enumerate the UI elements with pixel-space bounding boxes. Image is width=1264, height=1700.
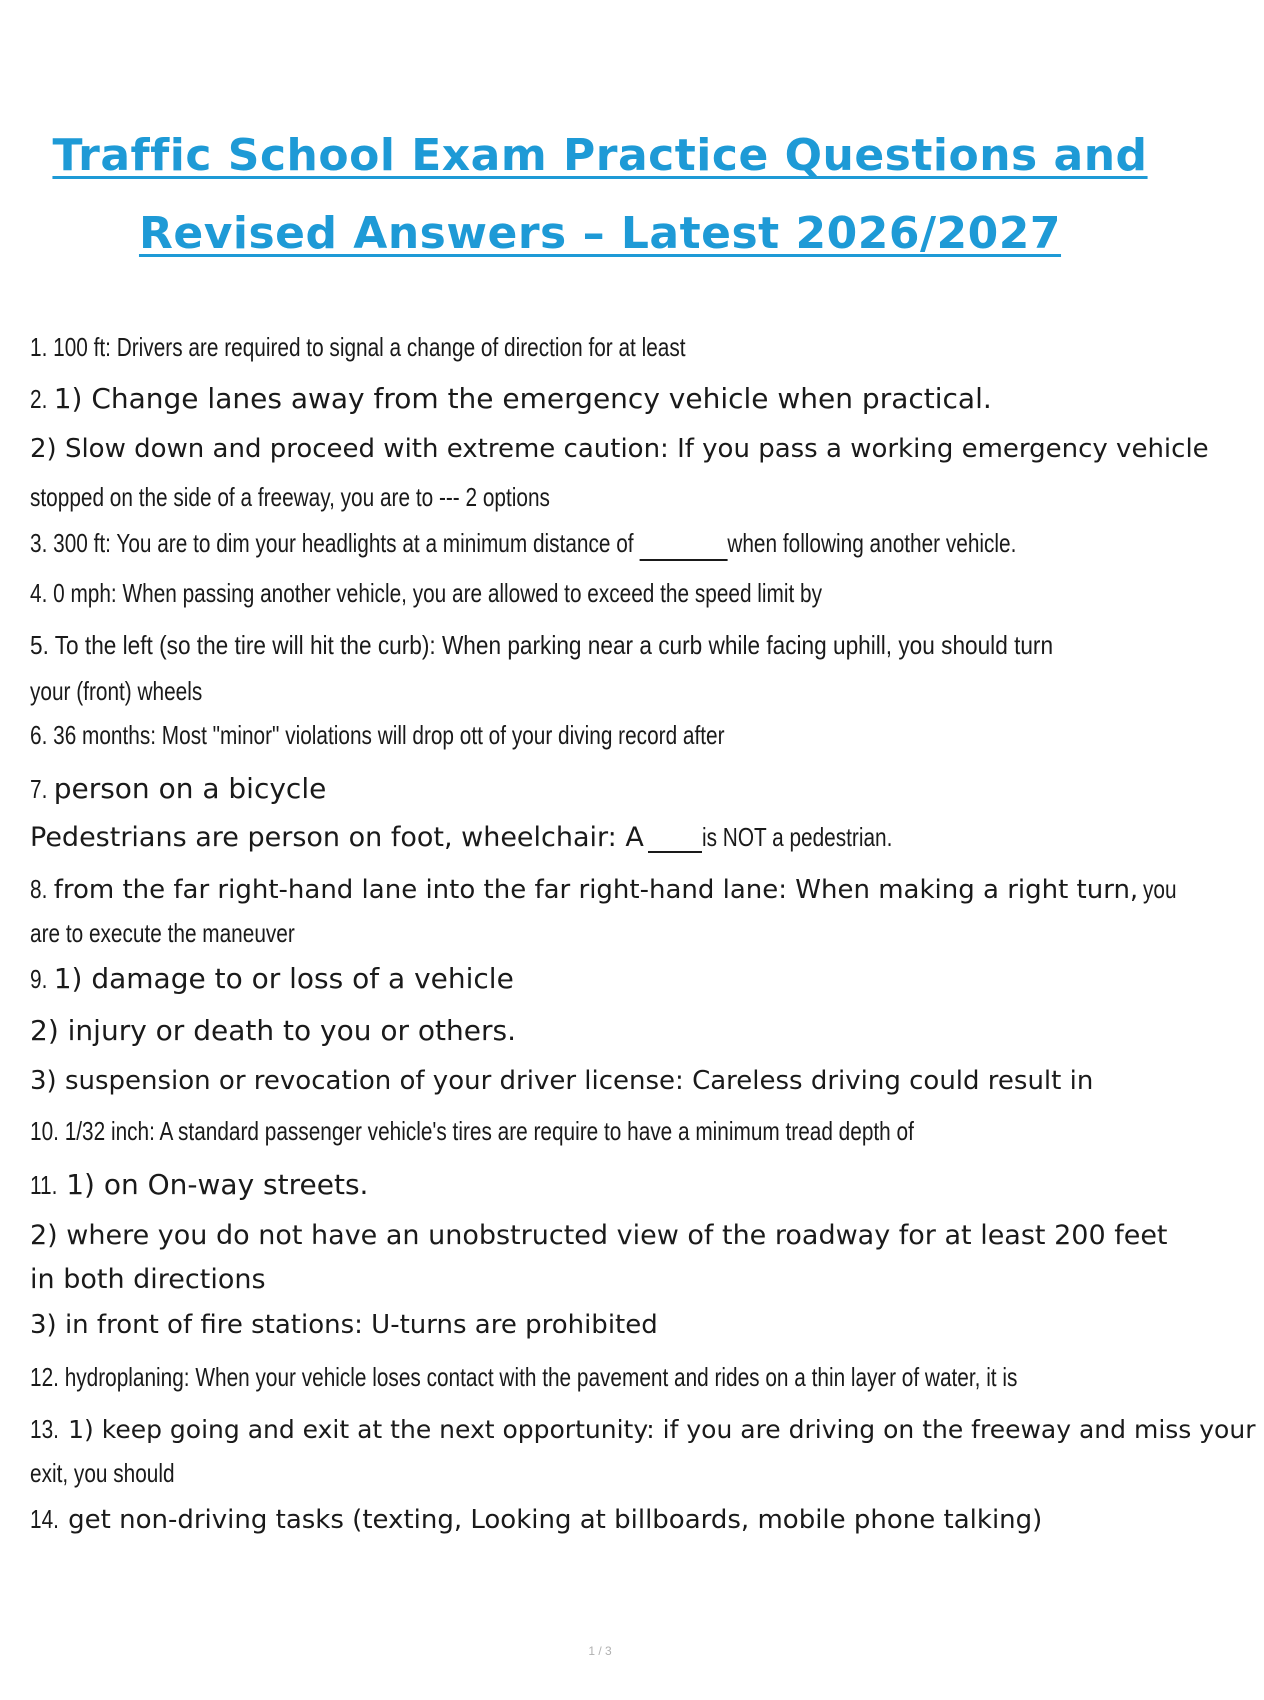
question-9-number: 9. — [30, 964, 48, 994]
question-11-line-4 — [30, 1310, 1170, 1362]
question-6 — [30, 720, 1170, 772]
question-6-text: 6. 36 months: Most "minor" violations will drop ott of your diving record after — [30, 720, 725, 750]
question-4-text: 4. 0 mph: When passing another vehicle, you are allowed to exceed the speed limit by — [30, 578, 823, 608]
question-4 — [30, 578, 1170, 630]
question-9-line-1 — [30, 962, 1170, 1014]
question-8-number: 8. — [30, 874, 48, 904]
question-3-text — [30, 528, 1016, 561]
question-3 — [30, 528, 1170, 578]
question-8-text-cont: are to execute the maneuver — [30, 918, 295, 948]
question-2-line-1 — [30, 382, 1170, 434]
question-3-text-a: 3. 300 ft: You are to dim your headlights at a minimum distance of — [30, 528, 634, 558]
question-11-line-1 — [30, 1168, 1170, 1220]
question-10-text: 10. 1/32 inch: A standard passenger vehicle's tires are require to have a minimum tread depth of — [30, 1116, 914, 1146]
question-13-line-1 — [30, 1414, 1256, 1458]
question-9-line-2 — [30, 1014, 1170, 1066]
question-11-answer-3: 3) in front of fire stations: U-turns are prohibited — [30, 1310, 658, 1340]
question-11-answer-2-cont: in both directions — [30, 1264, 266, 1295]
question-9-answer-3: 3) suspension or revocation of your driver license: Careless driving could result in — [30, 1066, 1094, 1096]
question-2-prompt: stopped on the side of a freeway, you are to --- 2 options — [30, 482, 550, 512]
question-11-line-2 — [30, 1220, 1170, 1264]
question-7-number: 7. — [30, 774, 48, 804]
question-8-text-tail: you — [1142, 874, 1177, 904]
question-8-text: from the far right-hand lane into the far right-hand lane: When making a right turn, — [53, 875, 1139, 905]
question-5-text-cont: your (front) wheels — [30, 676, 203, 706]
question-13-number: 13. — [30, 1414, 59, 1444]
question-13-text: 1) keep going and exit at the next opportunity: if you are driving on the freeway and miss your — [68, 1415, 1256, 1444]
question-2-answer-2: 2) Slow down and proceed with extreme caution: If you pass a working emergency vehicle — [30, 434, 1209, 464]
question-1 — [30, 332, 1170, 382]
answer-blank — [639, 528, 727, 561]
question-5-text: 5. To the left (so the tire will hit the curb): When parking near a curb while facing uphill, you should turn — [30, 630, 1054, 660]
question-list — [30, 332, 1256, 1548]
question-7-line-2 — [30, 822, 1170, 874]
question-5-line-1 — [30, 630, 1170, 676]
question-8-line-2 — [30, 918, 1170, 962]
question-14 — [30, 1504, 1170, 1548]
answer-blank — [648, 833, 702, 853]
question-11-answer-2: 2) where you do not have an unobstructed view of the roadway for at least 200 feet — [30, 1220, 1168, 1251]
question-9-line-3 — [30, 1066, 1170, 1116]
question-13-line-2 — [30, 1458, 1170, 1504]
question-5-line-2 — [30, 676, 1170, 720]
question-12-text: 12. hydroplaning: When your vehicle loses contact with the pavement and rides on a thin layer of water, it is — [30, 1362, 1018, 1392]
question-14-number: 14. — [30, 1504, 59, 1534]
question-2-line-3 — [30, 482, 1170, 528]
question-10 — [30, 1116, 1170, 1168]
page-indicator: 1 / 3 — [588, 1644, 612, 1658]
document-title-line-2: Revised Answers – Latest 2026/2027 — [138, 208, 1062, 259]
question-9-answer-2: 2) injury or death to you or others. — [30, 1014, 516, 1047]
question-11-answer-1: 1) on On-way streets. — [66, 1168, 369, 1201]
question-11-line-3 — [30, 1264, 1170, 1310]
question-3-text-b: when following another vehicle. — [727, 528, 1017, 558]
question-11-number: 11. — [30, 1170, 58, 1200]
question-7-answer: person on a bicycle — [53, 772, 327, 805]
question-7-line-1 — [30, 772, 1170, 822]
question-2-answer-1: 1) Change lanes away from the emergency vehicle when practical. — [53, 382, 992, 415]
question-7-prompt-a: Pedestrians are person on foot, wheelchair: A — [30, 822, 644, 853]
question-14-text: get non-driving tasks (texting, Looking at billboards, mobile phone talking) — [68, 1505, 1043, 1535]
document-title-line-1: Traffic School Exam Practice Questions and — [52, 130, 1148, 181]
question-1-text: 1. 100 ft: Drivers are required to signal a change of direction for at least — [30, 332, 686, 362]
question-2-line-2 — [30, 434, 1209, 482]
question-2-number: 2. — [30, 384, 48, 414]
question-7-prompt-b: is NOT a pedestrian. — [702, 822, 893, 852]
question-13-text-cont: exit, you should — [30, 1458, 175, 1488]
question-9-answer-1: 1) damage to or loss of a vehicle — [53, 962, 514, 995]
question-12 — [30, 1362, 1170, 1414]
question-8-line-1 — [30, 874, 1177, 918]
